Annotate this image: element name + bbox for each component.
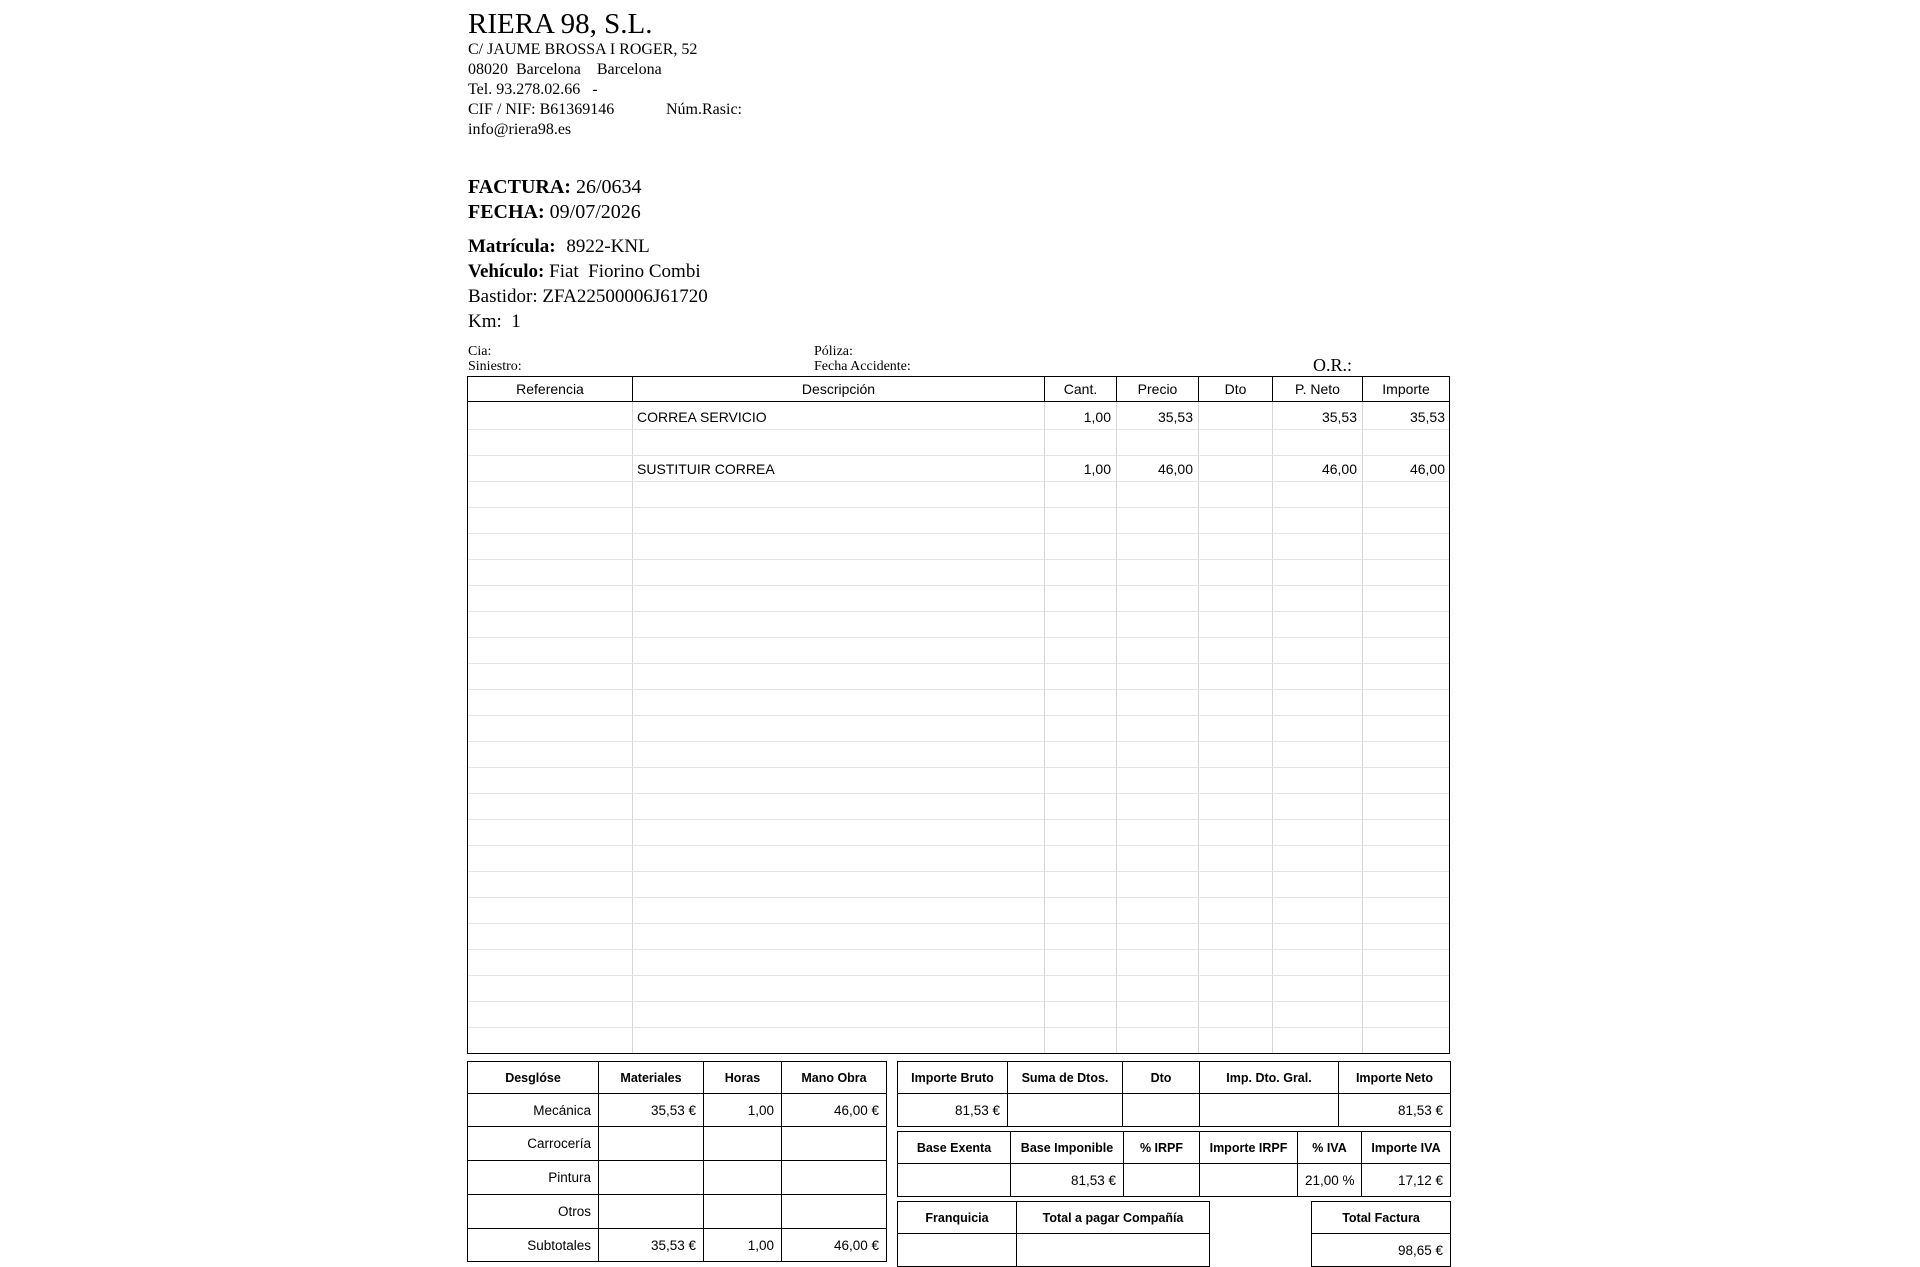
item-price: 35,53 bbox=[1157, 409, 1193, 425]
vehicle-value: Fiat Fiorino Combi bbox=[549, 261, 701, 282]
suma-dtos-value bbox=[1008, 1094, 1123, 1127]
materiales-value bbox=[599, 1195, 704, 1229]
base-imponible-header: Base Imponible bbox=[1011, 1132, 1124, 1164]
totals-tax-values-row bbox=[898, 1164, 1451, 1197]
row-divider bbox=[468, 507, 1449, 508]
iva-percent-value: 21,00 % bbox=[1298, 1164, 1362, 1197]
row-divider bbox=[468, 689, 1449, 690]
total-invoice-header-row bbox=[1312, 1202, 1451, 1234]
totals-tax-header-row bbox=[898, 1132, 1451, 1164]
total-factura-value: 98,65 € bbox=[1312, 1234, 1451, 1267]
totals-gross-header-row bbox=[898, 1062, 1451, 1094]
item-net-price: 46,00 bbox=[1321, 461, 1357, 477]
iva-percent-header: % IVA bbox=[1298, 1132, 1362, 1164]
materiales-value bbox=[599, 1127, 704, 1161]
header-precio: Precio bbox=[1117, 377, 1199, 401]
invoice-number-label: FACTURA: bbox=[468, 176, 571, 198]
totals-tax-table bbox=[897, 1131, 1451, 1197]
desglose-table bbox=[467, 1061, 887, 1262]
or-label: O.R.: bbox=[1313, 355, 1353, 375]
suma-dtos-header: Suma de Dtos. bbox=[1008, 1062, 1123, 1094]
total-invoice-table bbox=[1311, 1201, 1451, 1267]
desglose-label: Mecánica bbox=[468, 1094, 599, 1127]
item-price: 46,00 bbox=[1157, 461, 1193, 477]
totals-insurance-table bbox=[897, 1201, 1210, 1267]
base-exenta-header: Base Exenta bbox=[898, 1132, 1011, 1164]
row-divider bbox=[468, 871, 1449, 872]
row-divider bbox=[468, 1001, 1449, 1002]
desglose-header: Desglóse bbox=[468, 1062, 599, 1094]
horas-value bbox=[704, 1195, 782, 1229]
importe-irpf-header: Importe IRPF bbox=[1200, 1132, 1298, 1164]
materiales-value: 35,53 € bbox=[599, 1094, 704, 1127]
company-city: 08020 Barcelona Barcelona bbox=[468, 61, 662, 78]
company-cif: CIF / NIF: B61369146 bbox=[468, 101, 615, 118]
totals-insurance-values-row bbox=[898, 1234, 1210, 1267]
company-address: C/ JAUME BROSSA I ROGER, 52 bbox=[468, 41, 698, 58]
mano-obra-value bbox=[782, 1127, 887, 1161]
dto-header: Dto bbox=[1123, 1062, 1200, 1094]
row-divider bbox=[468, 455, 1449, 456]
km-line: Km: 1 bbox=[468, 311, 521, 332]
invoice-date-line bbox=[468, 201, 641, 224]
header-dto: Dto bbox=[1199, 377, 1273, 401]
row-divider bbox=[468, 611, 1449, 612]
irpf-percent-value bbox=[1124, 1164, 1200, 1197]
franquicia-value bbox=[898, 1234, 1017, 1267]
item-description: SUSTITUIR CORREA bbox=[637, 461, 775, 477]
row-divider bbox=[468, 1027, 1449, 1028]
desglose-label: Carrocería bbox=[468, 1127, 599, 1161]
total-compania-header: Total a pagar Compañía bbox=[1017, 1202, 1210, 1234]
table-row bbox=[468, 1229, 887, 1262]
importe-neto-value: 81,53 € bbox=[1339, 1094, 1451, 1127]
desglose-label: Otros bbox=[468, 1195, 599, 1229]
header-referencia: Referencia bbox=[468, 377, 633, 401]
item-description: CORREA SERVICIO bbox=[637, 409, 767, 425]
row-divider bbox=[468, 533, 1449, 534]
materiales-value: 35,53 € bbox=[599, 1229, 704, 1262]
vehicle-line bbox=[468, 261, 701, 283]
mano-obra-value bbox=[782, 1195, 887, 1229]
importe-bruto-header: Importe Bruto bbox=[898, 1062, 1008, 1094]
total-invoice-value-row bbox=[1312, 1234, 1451, 1267]
siniestro-label: Siniestro: bbox=[468, 359, 522, 374]
item-amount: 35,53 bbox=[1409, 409, 1445, 425]
row-divider bbox=[468, 897, 1449, 898]
table-row bbox=[468, 1195, 887, 1229]
row-divider bbox=[468, 559, 1449, 560]
total-factura-label: Total Factura bbox=[1312, 1202, 1451, 1234]
franquicia-header: Franquicia bbox=[898, 1202, 1017, 1234]
horas-value bbox=[704, 1127, 782, 1161]
desglose-label: Subtotales bbox=[468, 1229, 599, 1262]
importe-bruto-value: 81,53 € bbox=[898, 1094, 1008, 1127]
row-divider bbox=[468, 663, 1449, 664]
row-divider bbox=[468, 637, 1449, 638]
table-row bbox=[468, 1161, 887, 1195]
items-header-row bbox=[468, 377, 1449, 402]
importe-iva-value: 17,12 € bbox=[1362, 1164, 1451, 1197]
item-net-price: 35,53 bbox=[1321, 409, 1357, 425]
table-row bbox=[468, 1127, 887, 1161]
row-divider bbox=[468, 481, 1449, 482]
totals-insurance-header-row bbox=[898, 1202, 1210, 1234]
horas-value: 1,00 bbox=[704, 1229, 782, 1262]
row-divider bbox=[468, 429, 1449, 430]
dto-value bbox=[1123, 1094, 1200, 1127]
invoice-items-table bbox=[467, 376, 1450, 1054]
item-amount: 46,00 bbox=[1409, 461, 1445, 477]
table-row bbox=[468, 1094, 887, 1127]
row-divider bbox=[468, 793, 1449, 794]
base-imponible-value: 81,53 € bbox=[1011, 1164, 1124, 1197]
plate-line bbox=[468, 236, 650, 258]
company-rasic-label: Núm.Rasic: bbox=[666, 101, 742, 118]
chassis-line: Bastidor: ZFA22500006J61720 bbox=[468, 286, 708, 307]
poliza-label: Póliza: bbox=[814, 344, 853, 359]
row-divider bbox=[468, 949, 1449, 950]
header-p-neto: P. Neto bbox=[1273, 377, 1363, 401]
base-exenta-value bbox=[898, 1164, 1011, 1197]
company-email: info@riera98.es bbox=[468, 121, 572, 138]
desglose-label: Pintura bbox=[468, 1161, 599, 1195]
imp-dto-gral-header: Imp. Dto. Gral. bbox=[1200, 1062, 1339, 1094]
company-name: RIERA 98, S.L. bbox=[468, 8, 653, 40]
horas-value: 1,00 bbox=[704, 1094, 782, 1127]
invoice-date-label: FECHA: bbox=[468, 201, 545, 223]
totals-gross-values-row bbox=[898, 1094, 1451, 1127]
mano-obra-header: Mano Obra bbox=[782, 1062, 887, 1094]
importe-irpf-value bbox=[1200, 1164, 1298, 1197]
desglose-header-row bbox=[468, 1062, 887, 1094]
company-phone: Tel. 93.278.02.66 - bbox=[468, 81, 598, 98]
item-quantity: 1,00 bbox=[1083, 461, 1111, 477]
horas-value bbox=[704, 1161, 782, 1195]
row-divider bbox=[468, 819, 1449, 820]
fecha-accidente-label: Fecha Accidente: bbox=[814, 359, 911, 374]
cia-label: Cia: bbox=[468, 344, 492, 359]
importe-neto-header: Importe Neto bbox=[1339, 1062, 1451, 1094]
row-divider bbox=[468, 923, 1449, 924]
totals-gross-table bbox=[897, 1061, 1451, 1127]
row-divider bbox=[468, 767, 1449, 768]
row-divider bbox=[468, 585, 1449, 586]
mano-obra-value: 46,00 € bbox=[782, 1094, 887, 1127]
plate-label: Matrícula: bbox=[468, 236, 556, 257]
invoice-date: 09/07/2026 bbox=[549, 201, 641, 223]
horas-header: Horas bbox=[704, 1062, 782, 1094]
header-descripcion: Descripción bbox=[633, 377, 1045, 401]
header-cantidad: Cant. bbox=[1045, 377, 1117, 401]
item-quantity: 1,00 bbox=[1083, 409, 1111, 425]
row-divider bbox=[468, 845, 1449, 846]
irpf-percent-header: % IRPF bbox=[1124, 1132, 1200, 1164]
importe-iva-header: Importe IVA bbox=[1362, 1132, 1451, 1164]
header-importe: Importe bbox=[1382, 381, 1430, 397]
row-divider bbox=[468, 975, 1449, 976]
invoice-number-line bbox=[468, 176, 642, 199]
imp-dto-gral-value bbox=[1200, 1094, 1339, 1127]
mano-obra-value bbox=[782, 1161, 887, 1195]
total-compania-value bbox=[1017, 1234, 1210, 1267]
mano-obra-value: 46,00 € bbox=[782, 1229, 887, 1262]
materiales-header: Materiales bbox=[599, 1062, 704, 1094]
vehicle-label: Vehículo: bbox=[468, 261, 545, 282]
plate-value: 8922-KNL bbox=[566, 236, 650, 257]
row-divider bbox=[468, 741, 1449, 742]
materiales-value bbox=[599, 1161, 704, 1195]
row-divider bbox=[468, 715, 1449, 716]
invoice-number: 26/0634 bbox=[575, 176, 642, 198]
